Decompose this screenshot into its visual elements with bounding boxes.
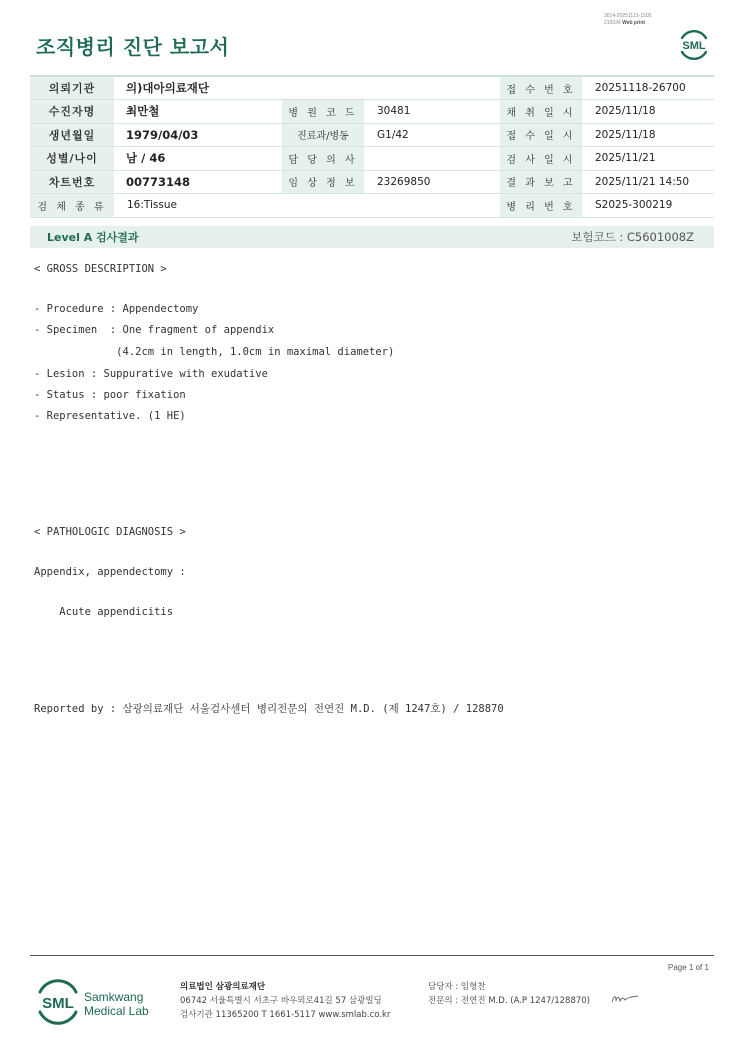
- patient-value: 최만철: [114, 100, 282, 124]
- specialist-label: 전문의 :: [428, 996, 459, 1006]
- status-line: - Status : poor fixation: [34, 389, 186, 401]
- specimen-line: - Specimen : One fragment of appendix: [34, 324, 275, 336]
- sex-age-value: 남 / 46: [114, 147, 282, 171]
- table-row: [30, 194, 714, 218]
- hospital-code-value: 30481: [364, 100, 500, 124]
- hospital-code-label: 병 원 코 드: [282, 100, 364, 124]
- collection-date-value: 2025/11/18: [582, 100, 714, 124]
- table-row: [30, 170, 714, 194]
- reception-date-value: 2025/11/18: [582, 123, 714, 147]
- specimen-type-value: 16:Tissue: [114, 194, 500, 218]
- reported-by: Reported by : 삼광의료재단 서울검사센터 병리전문의 전연진 M.D. (제 1247호) / 128870: [34, 703, 504, 715]
- reception-no-value: 20251118-26700: [582, 76, 714, 100]
- table-row: [30, 76, 714, 100]
- birth-value: 1979/04/03: [114, 123, 282, 147]
- diagnosis-title: < PATHOLOGIC DIAGNOSIS >: [34, 526, 186, 538]
- lesion-line: - Lesion : Suppurative with exudative: [34, 368, 268, 380]
- clinical-info-value: 23269850: [364, 170, 500, 194]
- specimen-detail-line: (4.2cm in length, 1.0cm in maximal diameter): [34, 346, 395, 358]
- gross-title: < GROSS DESCRIPTION >: [34, 263, 167, 275]
- test-date-label: 검 사 일 시: [500, 147, 582, 171]
- page-number: Page 1 of 1: [668, 963, 709, 972]
- footer-contact: 검사기관 11365200 T 1661-5117 www.smlab.co.kr: [180, 1010, 391, 1020]
- footer-logo-sml: SML: [42, 995, 74, 1012]
- patient-info-table: [30, 75, 714, 218]
- diagnosis-text: Acute appendicitis: [34, 606, 174, 618]
- staff-name: 임형찬: [460, 982, 486, 992]
- pathology-no-label: 병 리 번 호: [500, 194, 582, 218]
- level-label: Level A 검사결과: [47, 231, 139, 244]
- insurance-code: 보험코드 : C5601008Z: [571, 230, 694, 244]
- footer-address: 06742 서울특별시 서초구 바우뫼로41길 57 삼광빌딩: [180, 996, 382, 1006]
- samkwang-logo: [36, 978, 156, 1026]
- footer-logo-line1: Samkwang: [84, 990, 144, 1004]
- result-report-label: 결 과 보 고: [500, 170, 582, 194]
- doctor-value: [364, 147, 500, 171]
- level-bar: [30, 226, 714, 248]
- sml-logo: [676, 26, 712, 62]
- footer-divider: [30, 955, 714, 956]
- footer-staff-info: [428, 980, 590, 1008]
- diagnosis-site: Appendix, appendectomy :: [34, 566, 186, 578]
- patient-label: 수진자명: [30, 100, 114, 124]
- report-title: 조직병리 진단 보고서: [36, 35, 230, 59]
- print-code-line1: 3014-20251121-1505: [604, 13, 652, 19]
- pathology-no-value: S2025-300219: [582, 194, 714, 218]
- specialist-name: 전연진 M.D. (A.P 1247/128870): [460, 996, 590, 1006]
- chart-no-value: 00773148: [114, 170, 282, 194]
- signature: [610, 992, 640, 1006]
- doctor-label: 담 당 의 사: [282, 147, 364, 171]
- sex-age-label: 성별/나이: [30, 147, 114, 171]
- requesting-org-value: 의)대아의료재단: [114, 76, 500, 100]
- chart-no-label: 차트번호: [30, 170, 114, 194]
- representative-line: - Representative. (1 HE): [34, 410, 186, 422]
- requesting-org-label: 의뢰기관: [30, 76, 114, 100]
- dept-value: G1/42: [364, 123, 500, 147]
- footer-logo-line2: Medical Lab: [84, 1004, 149, 1018]
- logo-text: SML: [682, 40, 706, 52]
- print-code-id: 210034: [604, 20, 621, 26]
- test-date-value: 2025/11/21: [582, 147, 714, 171]
- table-row: [30, 100, 714, 124]
- staff-label: 담당자 :: [428, 982, 459, 992]
- reception-no-label: 접 수 번 호: [500, 76, 582, 100]
- reception-date-label: 접 수 일 시: [500, 123, 582, 147]
- table-row: [30, 123, 714, 147]
- birth-label: 생년월일: [30, 123, 114, 147]
- specimen-type-label: 검 체 종 류: [30, 194, 114, 218]
- dept-label: 진료과/병동: [282, 123, 364, 147]
- result-report-value: 2025/11/21 14:50: [582, 170, 714, 194]
- procedure-line: - Procedure : Appendectomy: [34, 303, 199, 315]
- table-row: [30, 147, 714, 171]
- print-code: [604, 13, 651, 27]
- collection-date-label: 채 취 일 시: [500, 100, 582, 124]
- web-print-label: Web print: [622, 20, 646, 26]
- footer-org-info: [180, 980, 390, 1022]
- clinical-info-label: 임 상 정 보: [282, 170, 364, 194]
- footer-org-name: 의료법인 삼광의료재단: [180, 982, 266, 992]
